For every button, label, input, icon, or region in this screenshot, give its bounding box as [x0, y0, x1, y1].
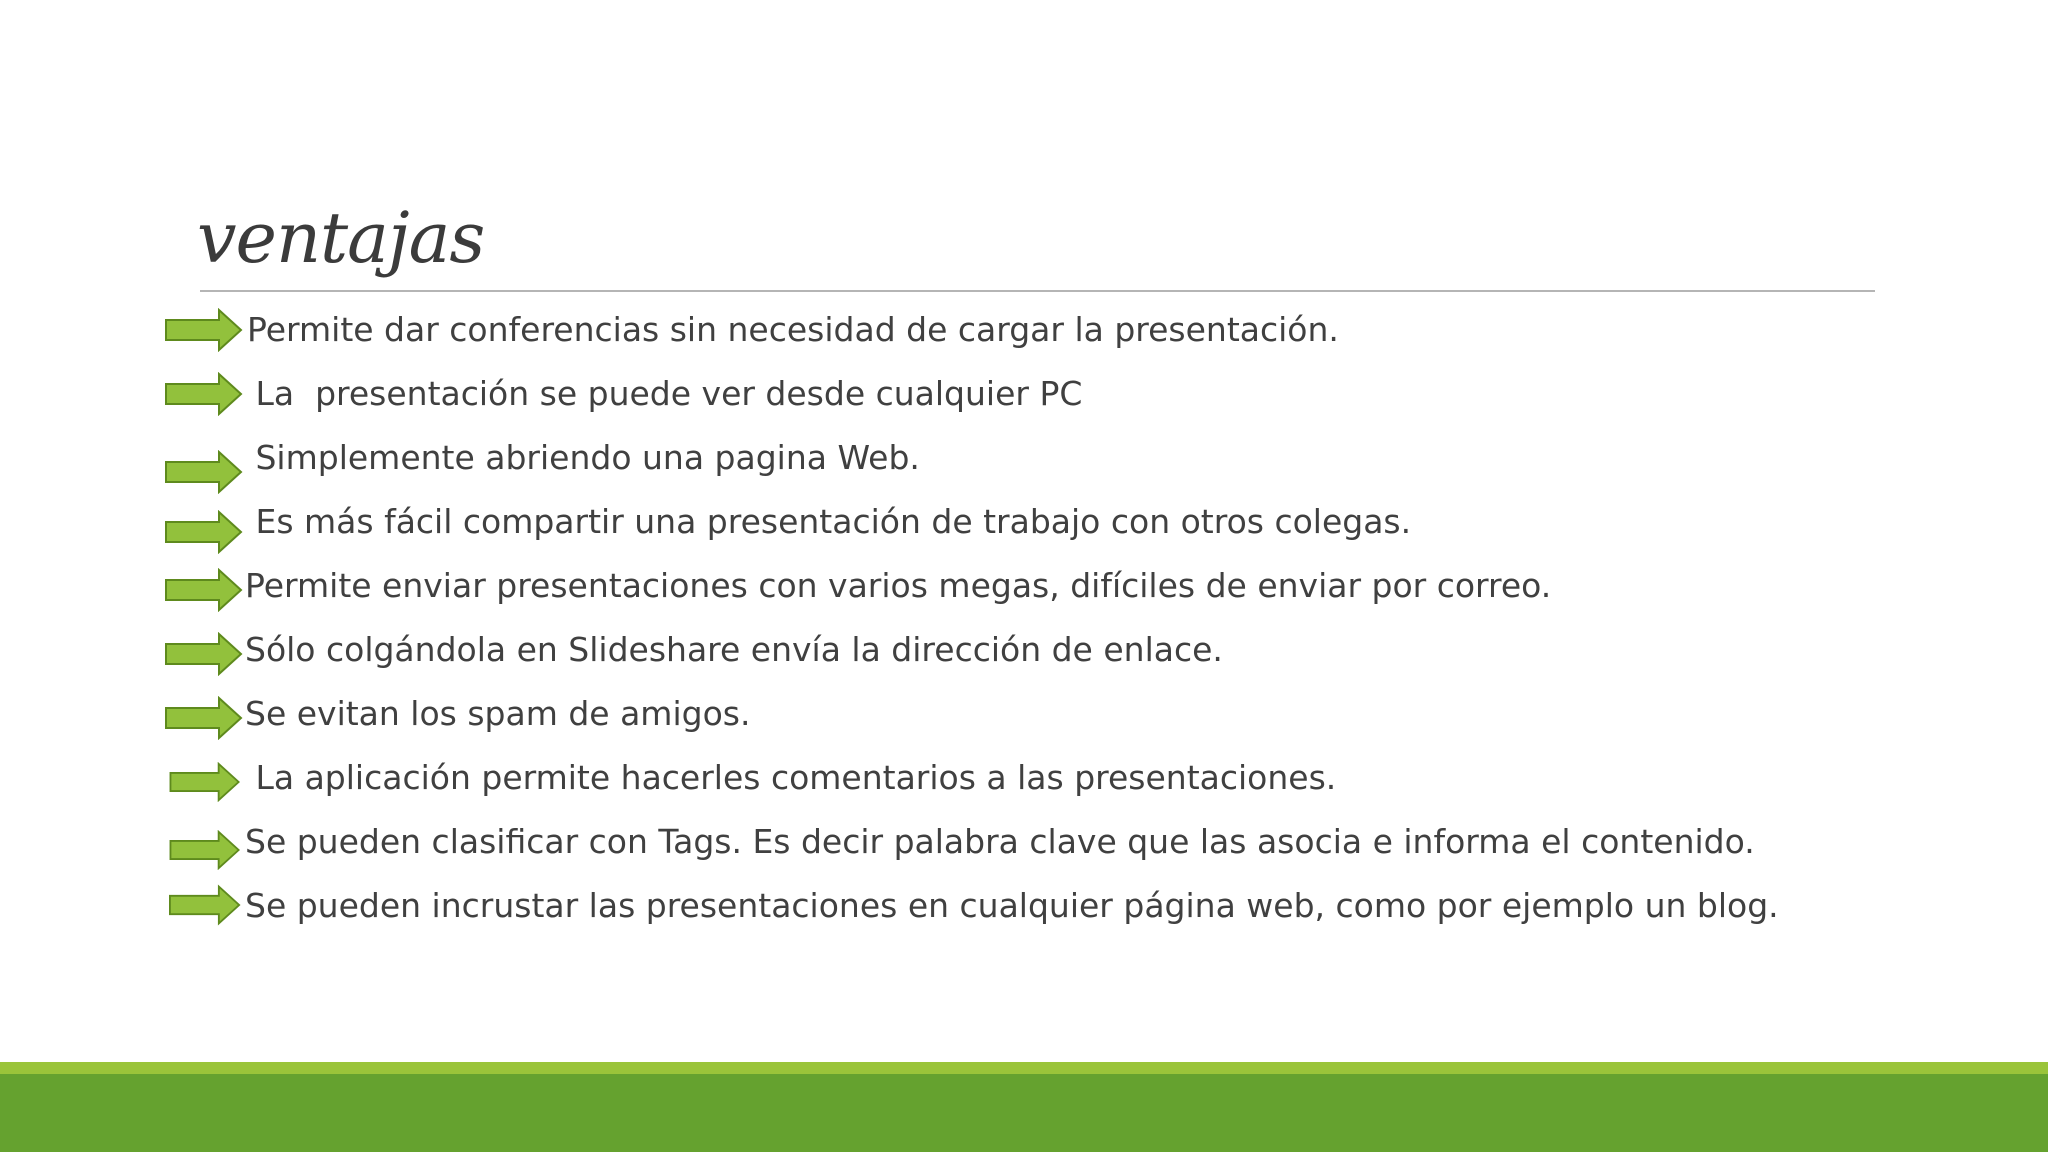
footer-accent-stripe: [0, 1062, 2048, 1074]
footer-band: [0, 1062, 2048, 1152]
right-arrow-icon: [165, 308, 243, 352]
right-arrow-icon: [165, 450, 243, 494]
bullet-text: Permite dar conferencias sin necesidad de cargar la presentación.: [247, 310, 1339, 349]
bullet-text: La presentación se puede ver desde cualquier PC: [245, 374, 1083, 413]
right-arrow-icon: [165, 632, 243, 676]
right-arrow-icon: [169, 762, 241, 802]
bullet-text: Permite enviar presentaciones con varios megas, difíciles de enviar por correo.: [245, 566, 1552, 605]
right-arrow-icon: [169, 830, 241, 870]
footer-bar: [0, 1074, 2048, 1152]
slide-title: ventajas: [197, 197, 485, 279]
bullet-text: Se pueden clasificar con Tags. Es decir palabra clave que las asocia e informa el contenido.: [245, 822, 1755, 861]
right-arrow-icon: [165, 696, 243, 740]
bullet-text: Sólo colgándola en Slideshare envía la dirección de enlace.: [245, 630, 1223, 669]
bullet-text: Es más fácil compartir una presentación de trabajo con otros colegas.: [245, 502, 1412, 541]
right-arrow-icon: [165, 568, 243, 612]
right-arrow-icon: [165, 372, 243, 416]
right-arrow-icon: [169, 882, 241, 928]
bullet-text: Simplemente abriendo una pagina Web.: [245, 438, 920, 477]
bullet-text: Se pueden incrustar las presentaciones en cualquier página web, como por ejemplo un blog.: [245, 886, 1779, 925]
right-arrow-icon: [165, 510, 243, 554]
bullet-text: La aplicación permite hacerles comentarios a las presentaciones.: [245, 758, 1337, 797]
bullet-text: Se evitan los spam de amigos.: [245, 694, 751, 733]
